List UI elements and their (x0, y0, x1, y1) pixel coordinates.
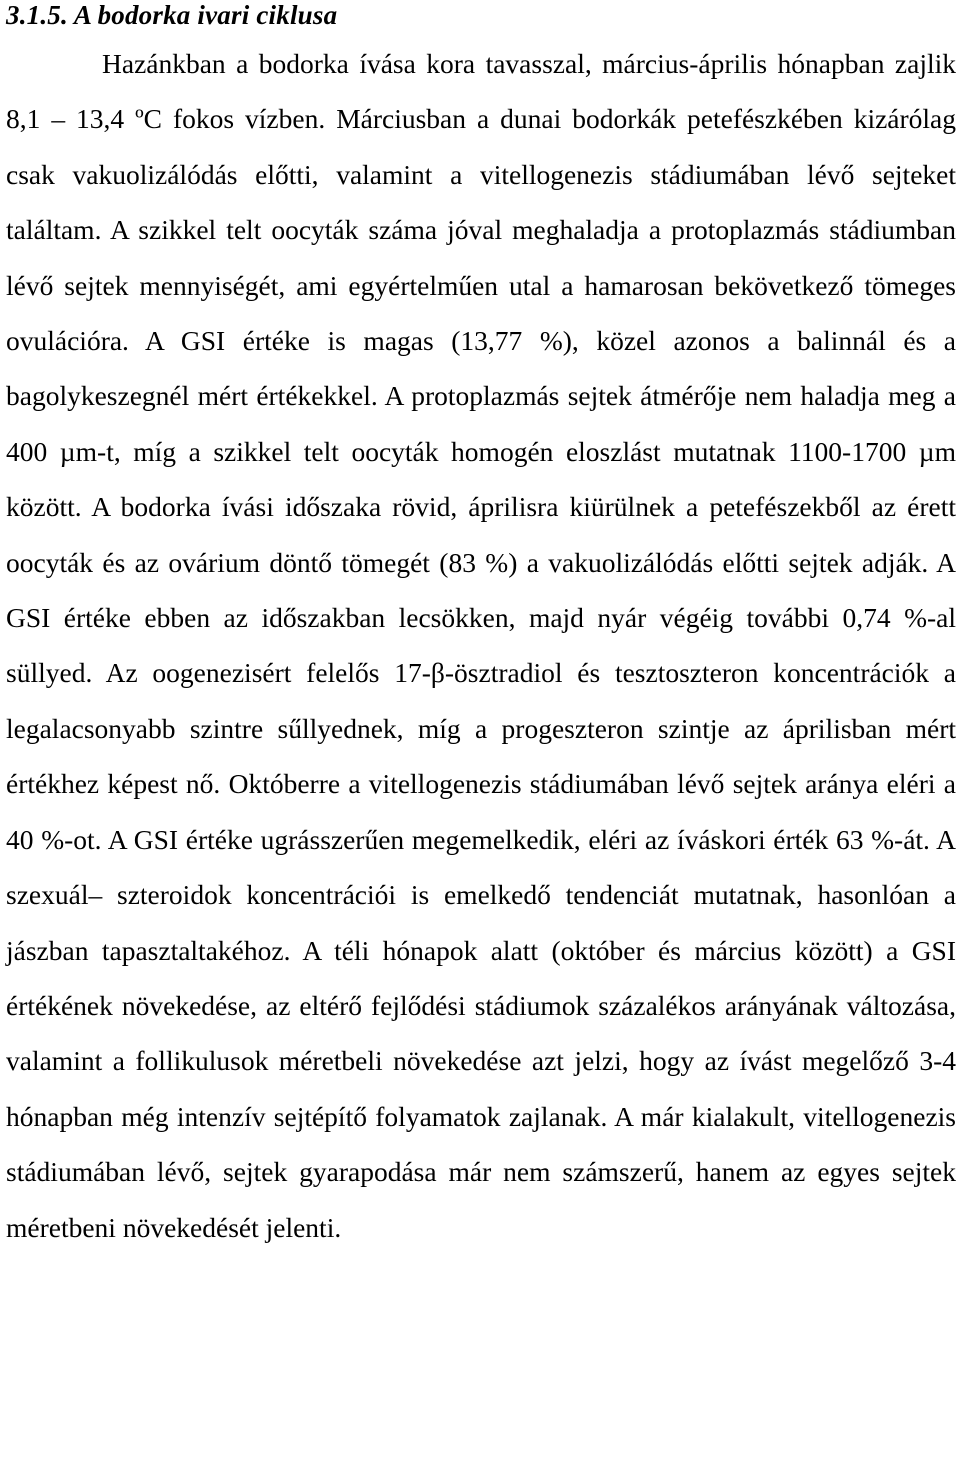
document-page (6, 0, 956, 1255)
sentence: Márciusban a dunai bodorkák petefészkében kizárólag csak vakuolizálódás előtti, valamint a vitellogenezis stádiumában lévő sejteket találtam. (6, 103, 957, 246)
sentence: A szikkel telt oocyták száma jóval meghaladja a protoplazmás stádiumban lévő sejtek mennyiségét, ami egyértelműen utal a hamarosan bekövetkező tömeges ovulációra. (6, 214, 957, 357)
sentence: Hazánkban a bodorka ívása kora tavasszal, március-április hónapban zajlik 8,1 – 13,4 ºC fokos vízben. (6, 48, 956, 135)
sentence: A GSI értéke is magas (13,77 %), közel azonos a balinnál és a bagolykeszegnél mért értékekkel. (6, 325, 956, 412)
sentence: A protoplazmás sejtek átmérője nem haladja meg a 400 µm-t, míg a szikkel telt oocyták homogén eloszlást mutatnak 1100-1700 µm között. (6, 380, 957, 523)
sentence: A GSI értéke ugrásszerűen megemelkedik, eléri az íváskori érték 63 %-át. (107, 823, 930, 855)
sentence: A már kialakult, vitellogenezis stádiumában lévő, sejtek gyarapodása már nem számszerű, hanem az egyes sejtek méretbeni növekedését jelenti. (6, 1100, 957, 1243)
sentence: Az oogenezisért felelős 17-β-ösztradiol és tesztoszteron koncentrációk a legalacsonyabb szintre sűllyednek, míg a progeszteron szintje az áprilisban mért értékhez képest nő. (6, 657, 957, 800)
sentence: A téli hónapok alatt (október és március között) a GSI értékének növekedése, az eltérő fejlődési stádiumok százalékos arányának változása, valamint a follikulusok méretbeli növekedése azt jelzi, hogy az ívást megelőző 3-4 hónapban még intenzív sejtépítő folyamatok zajlanak. (6, 934, 957, 1132)
sentence: A szexuál– szteroidok koncentrációi is emelkedő tendenciát mutatnak, hasonlóan a jászban tapasztaltakéhoz. (6, 823, 956, 966)
sentence: A bodorka ívási időszaka rövid, áprilisra kiürülnek a petefészekből az érett oocyták és az ovárium döntő tömegét (83 %) a vakuolizálódás előtti sejtek adják. (6, 491, 956, 578)
sentence: A GSI értéke ebben az időszakban lecsökken, majd nyár végéig további 0,74 %-al süllyed. (6, 546, 957, 689)
sentence: Októberre a vitellogenezis stádiumában lévő sejtek aránya eléri a 40 %-ot. (6, 768, 956, 855)
body-paragraph (6, 36, 956, 1255)
section-heading: 3.1.5. A bodorka ivari ciklusa (6, 0, 338, 30)
